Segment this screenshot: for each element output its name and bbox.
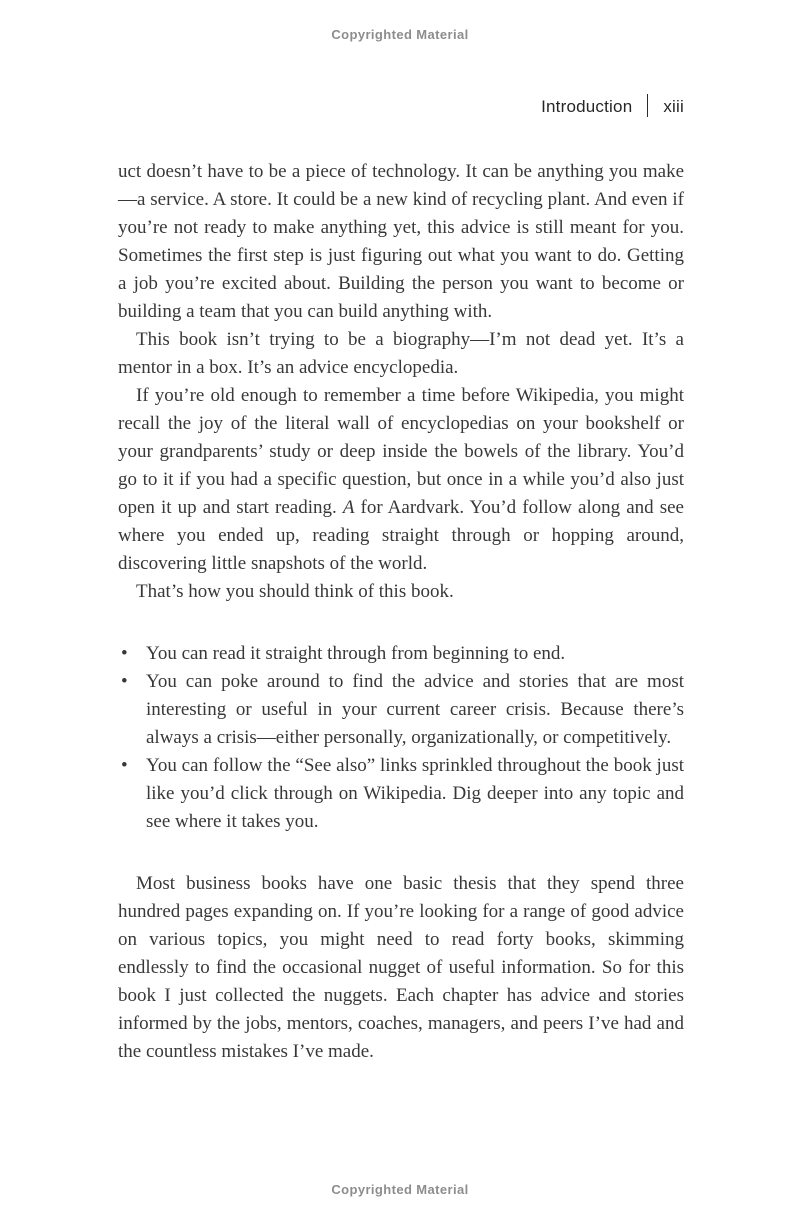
paragraph xyxy=(118,578,684,606)
bullet-item xyxy=(118,668,684,752)
paragraph xyxy=(118,158,684,326)
text-run: You can follow the “See also” links sprinkled throughout the book just like you’d click through on Wikipedia. Dig deeper into any topic and see where it takes you. xyxy=(146,755,684,832)
bullet-marker: • xyxy=(121,755,128,776)
bullet-item xyxy=(118,752,684,836)
paragraph xyxy=(118,382,684,578)
page-body xyxy=(118,158,684,1066)
copyright-watermark-top: Copyrighted Material xyxy=(331,27,469,42)
header-divider xyxy=(647,94,648,117)
text-run: You can read it straight through from beginning to end. xyxy=(146,643,566,664)
copyright-watermark-bottom: Copyrighted Material xyxy=(331,1182,469,1197)
text-run: If you’re old enough to remember a time before Wikipedia, you might recall the joy of the literal wall of encyclopedias on your bookshelf or your grandparents’ study or deep inside the bowels of the library. You’d go to it if you had a specific question, but once in a while you’d also just open it up and start reading. xyxy=(118,385,684,518)
paragraph xyxy=(118,326,684,382)
section-title: Introduction xyxy=(541,97,633,116)
text-run: for Aardvark. You’d follow along and see where you ended up, reading straight through or hopping around, discovering little snapshots of the world. xyxy=(118,497,684,574)
running-header xyxy=(118,94,684,118)
text-run: That’s how you should think of this book. xyxy=(136,581,454,602)
paragraph xyxy=(118,870,684,1066)
page-content xyxy=(118,0,684,1066)
text-run: This book isn’t trying to be a biography—I’m not dead yet. It’s a mentor in a box. It’s an advice encyclopedia. xyxy=(118,329,684,378)
text-run: You can poke around to find the advice and stories that are most interesting or useful in your current career crisis. Because there’s always a crisis—either personally, organizationally, or competitively. xyxy=(146,671,684,748)
bullet-marker: • xyxy=(121,643,128,664)
text-run: uct doesn’t have to be a piece of technology. It can be anything you make—a service. A store. It could be a new kind of recycling plant. And even if you’re not ready to make anything yet, this advice is still meant for you. Sometimes the first step is just figuring out what you want to do. Getting a job you’re excited about. Building the person you want to become or building a team that you can build anything with. xyxy=(118,161,684,322)
page-number: xiii xyxy=(663,97,684,116)
text-run: Most business books have one basic thesis that they spend three hundred pages expanding on. If you’re looking for a range of good advice on various topics, you might need to read forty books, skimming endlessly to find the occasional nugget of useful information. So for this book I just collected the nuggets. Each chapter has advice and stories informed by the jobs, mentors, coaches, managers, and peers I’ve had and the countless mistakes I’ve made. xyxy=(118,873,684,1062)
bullet-item xyxy=(118,640,684,668)
bullet-list xyxy=(118,640,684,836)
text-run-italic: A xyxy=(342,497,355,518)
bullet-marker: • xyxy=(121,671,128,692)
